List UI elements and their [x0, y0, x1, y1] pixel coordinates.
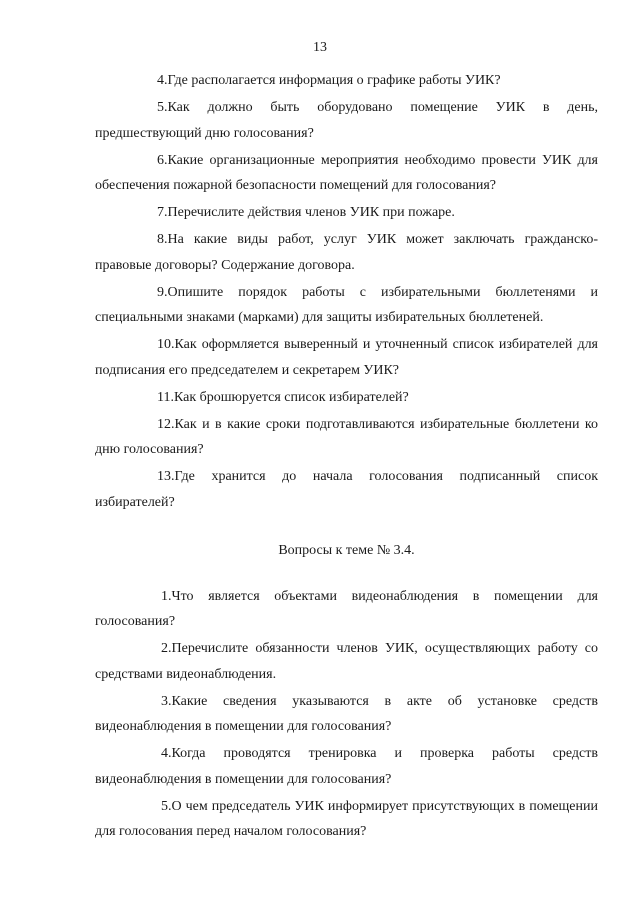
question-item	[95, 464, 598, 515]
question-number: 4.	[161, 746, 172, 761]
question-item	[95, 636, 598, 687]
question-text: Какие организационные мероприятия необходимо провести УИК для обеспечения пожарной безопасности помещений для голосования?	[95, 152, 598, 193]
question-number: 9.	[157, 284, 168, 300]
document-body	[95, 68, 598, 846]
question-list-continued	[95, 68, 598, 515]
question-number: 7.	[157, 205, 168, 220]
question-text: Как и в какие сроки подготавливаются избирательные бюллетени ко дню голосования?	[95, 416, 598, 457]
question-text: Где хранится до начала голосования подписанный список избирателей?	[95, 469, 598, 510]
question-item	[95, 148, 598, 199]
question-item	[95, 584, 598, 635]
question-number: 10.	[157, 337, 175, 352]
question-item	[95, 280, 598, 331]
question-item	[95, 200, 598, 226]
question-item	[95, 68, 598, 94]
question-text: Как должно быть оборудовано помещение УИК в день, предшествующий дню голосования?	[95, 100, 598, 141]
question-number: 8.	[157, 232, 168, 247]
question-number: 11.	[157, 389, 174, 405]
question-number: 3.	[161, 693, 172, 709]
question-list-topic-3-4	[95, 584, 598, 845]
question-number: 12.	[157, 416, 175, 432]
question-number: 1.	[161, 588, 172, 604]
question-number: 6.	[157, 152, 168, 168]
question-text: Как брошюруется список избирателей?	[173, 389, 409, 405]
question-item	[95, 412, 598, 463]
question-item	[95, 95, 598, 146]
question-text: Что является объектами видеонаблюдения в помещении для голосования?	[95, 588, 598, 629]
question-text: Как оформляется выверенный и уточненный список избирателей для подписания его председателем и секретарем УИК?	[95, 337, 598, 378]
question-text: Какие сведения указываются в акте об установке средств видеонаблюдения в помещении для голосования?	[95, 693, 598, 734]
question-text: Перечислите действия членов УИК при пожаре.	[167, 205, 455, 220]
question-item	[95, 385, 598, 411]
question-text: Где располагается информация о графике работы УИК?	[167, 73, 501, 88]
question-number: 4.	[157, 73, 168, 88]
question-text: О чем председатель УИК информирует присутствующих в помещении для голосования перед началом голосования?	[95, 798, 598, 839]
section-heading: Вопросы к теме № 3.4.	[278, 543, 415, 558]
question-item	[95, 332, 598, 383]
question-item	[95, 227, 598, 278]
question-text: Когда проводятся тренировка и проверка работы средств видеонаблюдения в помещении для голосования?	[95, 746, 598, 787]
question-number: 5.	[161, 798, 172, 814]
question-text: Перечислите обязанности членов УИК, осуществляющих работу со средствами видеонаблюдения.	[95, 641, 598, 682]
question-text: Опишите порядок работы с избирательными бюллетенями и специальными знаками (марками) для защиты избирательных бюллетеней.	[95, 284, 598, 325]
question-item	[95, 689, 598, 740]
question-number: 5.	[157, 100, 168, 115]
question-number: 2.	[161, 641, 172, 656]
page-number: 13	[313, 40, 327, 55]
question-text: На какие виды работ, услуг УИК может заключать гражданско-правовые договоры? Содержание договора.	[95, 232, 598, 273]
question-number: 13.	[157, 469, 175, 484]
question-item	[95, 741, 598, 792]
question-item	[95, 794, 598, 845]
